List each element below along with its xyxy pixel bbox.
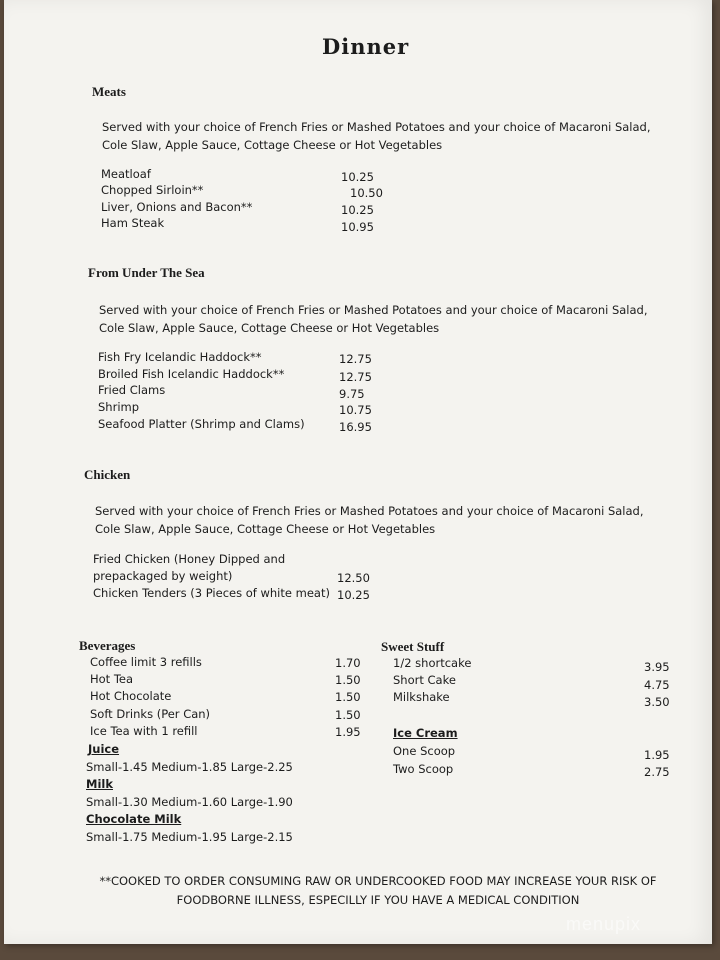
subheading-chocolate-milk: Chocolate Milk (86, 812, 182, 826)
menu-item-price: 1.50 (335, 690, 361, 704)
subheading-milk: Milk (86, 777, 113, 791)
section-heading-chicken: Chicken (84, 467, 131, 482)
menu-item-name: Chicken Tenders (3 Pieces of white meat) (93, 586, 330, 600)
menu-item-price: 1.50 (335, 673, 361, 687)
menu-item-price: 1.95 (644, 748, 670, 762)
menu-item-name: Meatloaf (101, 167, 151, 181)
menu-item-name: One Scoop (393, 744, 456, 758)
milk-sizes: Small-1.30 Medium-1.60 Large-1.90 (86, 795, 293, 809)
menu-item-name: Ham Steak (101, 216, 165, 230)
menu-item-price: 1.95 (335, 725, 361, 739)
section-heading-beverages: Beverages (79, 638, 136, 653)
section-heading-sea: From Under The Sea (88, 265, 205, 280)
menu-item-price: 12.75 (339, 352, 372, 366)
watermark-logo: menupix (566, 914, 642, 934)
page-title: Dinner (322, 34, 410, 59)
sea-description: Served with your choice of French Fries or Mashed Potatoes and your choice of Macaroni Salad, Cole Slaw, Apple Sauce, Cottage Cheese or Hot Vegetables (99, 303, 648, 335)
menu-item-price: 10.95 (341, 220, 374, 234)
menu-item-name: Fried Clams (98, 383, 166, 397)
menu-item-name-cont: prepackaged by weight) (93, 569, 233, 583)
menu-item-name: Fried Chicken (Honey Dipped and (93, 552, 286, 566)
menu-item-name: Soft Drinks (Per Can) (90, 707, 211, 721)
subheading-ice-cream: Ice Cream (393, 726, 458, 740)
menu-item-name: Hot Chocolate (90, 689, 172, 703)
menu-item-price: 10.25 (341, 203, 374, 217)
menu-item-name: Short Cake (393, 673, 456, 687)
chocolate-milk-sizes: Small-1.75 Medium-1.95 Large-2.15 (86, 830, 293, 844)
menu-item-price: 2.75 (644, 765, 670, 779)
menu-item-price: 4.75 (644, 678, 670, 692)
menu-item-name: Shrimp (98, 400, 140, 414)
menu-item-name: Milkshake (393, 690, 450, 704)
menu-item-price: 10.25 (341, 170, 374, 184)
meats-description: Served with your choice of French Fries or Mashed Potatoes and your choice of Macaroni Salad, Cole Slaw, Apple Sauce, Cottage Cheese or Hot Vegetables (102, 120, 651, 152)
menu-item-price: 10.75 (339, 403, 372, 417)
menu-item-price: 12.50 (337, 571, 370, 585)
section-heading-sweet-stuff: Sweet Stuff (381, 639, 445, 654)
menu-item-name: Fish Fry Icelandic Haddock** (98, 350, 262, 364)
menu-item-price: 9.75 (339, 387, 365, 401)
menu-item-price: 1.70 (335, 656, 361, 670)
chicken-description: Served with your choice of French Fries or Mashed Potatoes and your choice of Macaroni Salad, Cole Slaw, Apple Sauce, Cottage Cheese or Hot Vegetables (95, 504, 644, 536)
juice-sizes: Small-1.45 Medium-1.85 Large-2.25 (86, 760, 293, 774)
menu-item-name: Chopped Sirloin** (101, 183, 204, 197)
menu-item-name: Broiled Fish Icelandic Haddock** (98, 367, 285, 381)
menu-item-name: Coffee limit 3 refills (90, 655, 202, 669)
section-heading-meats: Meats (92, 84, 126, 99)
menu-item-name: Hot Tea (90, 672, 134, 686)
menu-item-price: 10.50 (350, 186, 383, 200)
menu-item-name: Liver, Onions and Bacon** (101, 200, 253, 214)
menu-item-price: 1.50 (335, 708, 361, 722)
subheading-juice: Juice (88, 742, 120, 756)
food-safety-disclaimer: **COOKED TO ORDER CONSUMING RAW OR UNDERCOOKED FOOD MAY INCREASE YOUR RISK OF FOODBORNE ILLNESS, ESPECILLY IF YOU HAVE A MEDICAL CONDITION (99, 874, 657, 907)
menu-item-name: Seafood Platter (Shrimp and Clams) (98, 417, 305, 431)
menu-item-name: 1/2 shortcake (393, 656, 472, 670)
menu-item-price: 3.95 (644, 660, 670, 674)
menu-item-price: 12.75 (339, 370, 372, 384)
menu-item-price: 10.25 (337, 588, 370, 602)
menu-page (4, 0, 712, 944)
menu-item-name: Ice Tea with 1 refill (90, 724, 198, 738)
menu-item-price: 3.50 (644, 695, 670, 709)
menu-item-price: 16.95 (339, 420, 372, 434)
menu-item-name: Two Scoop (393, 762, 454, 776)
